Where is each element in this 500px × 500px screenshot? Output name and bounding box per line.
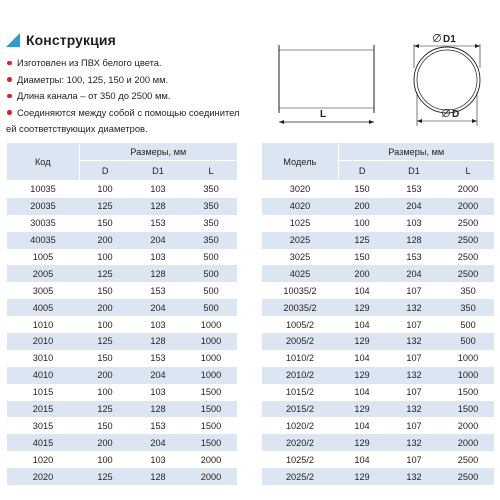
bullet-dot-icon <box>7 94 12 99</box>
l-cell: 350 <box>442 299 494 316</box>
feature-text: Диаметры: 100, 125, 150 и 200 мм. <box>17 73 169 85</box>
l-cell: 2500 <box>442 451 494 468</box>
d-cell: 200 <box>79 232 131 249</box>
key-cell: 30035 <box>7 215 79 232</box>
d-cell: 200 <box>338 265 386 282</box>
diameter-outer-icon <box>433 34 440 42</box>
table-row <box>7 316 237 333</box>
key-cell: 1015/2 <box>262 384 338 401</box>
d1-cell: 204 <box>131 434 185 451</box>
d1-cell: 204 <box>386 198 442 215</box>
table-row <box>7 282 237 299</box>
d1-label: D1 <box>443 34 456 45</box>
key-cell: 2015/2 <box>262 401 338 418</box>
d-cell: 104 <box>338 417 386 434</box>
key-cell: 2005 <box>7 265 79 282</box>
key-cell: 3020 <box>262 181 338 198</box>
d-cell: 104 <box>338 350 386 367</box>
sub-header: D <box>338 161 386 181</box>
key-cell: 3005 <box>7 282 79 299</box>
key-cell: 40035 <box>7 232 79 249</box>
d1-cell: 103 <box>131 249 185 266</box>
section-heading <box>6 30 116 50</box>
d-cell: 200 <box>79 299 131 316</box>
d-cell: 125 <box>338 232 386 249</box>
bullet-dot-icon <box>7 110 12 115</box>
d-cell: 100 <box>79 181 131 198</box>
group-header: Размеры, мм <box>338 143 494 161</box>
d-cell: 150 <box>338 181 386 198</box>
d1-cell: 107 <box>386 350 442 367</box>
d1-cell: 153 <box>386 181 442 198</box>
key-cell: 4015 <box>7 434 79 451</box>
d-cell: 129 <box>338 299 386 316</box>
l-cell: 2000 <box>442 434 494 451</box>
table-row <box>262 198 494 215</box>
d1-cell: 103 <box>131 316 185 333</box>
d1-cell: 204 <box>131 232 185 249</box>
table-row <box>7 232 237 249</box>
d1-cell: 204 <box>131 299 185 316</box>
l-cell: 1000 <box>442 350 494 367</box>
table-row <box>7 384 237 401</box>
key-cell: 2005/2 <box>262 333 338 350</box>
d-cell: 129 <box>338 468 386 485</box>
table-row <box>7 367 237 384</box>
d-cell: 104 <box>338 384 386 401</box>
l-cell: 1500 <box>442 384 494 401</box>
key-cell: 20035 <box>7 198 79 215</box>
table-row <box>262 215 494 232</box>
d-cell: 200 <box>79 367 131 384</box>
d1-cell: 128 <box>131 401 185 418</box>
l-cell: 2500 <box>442 265 494 282</box>
d1-cell: 132 <box>386 333 442 350</box>
l-cell: 2000 <box>185 451 237 468</box>
d1-cell: 107 <box>386 417 442 434</box>
key-cell: 1020/2 <box>262 417 338 434</box>
l-cell: 2500 <box>442 249 494 266</box>
table-row <box>7 434 237 451</box>
bullet-dot-icon <box>7 77 12 82</box>
feature-item <box>6 88 306 105</box>
l-cell: 2000 <box>442 198 494 215</box>
l-cell: 1000 <box>442 367 494 384</box>
d-label: D <box>452 109 460 120</box>
l-cell: 500 <box>185 249 237 266</box>
l-cell: 2500 <box>442 215 494 232</box>
table-row <box>7 215 237 232</box>
feature-item <box>6 105 306 122</box>
sub-header: L <box>442 161 494 181</box>
key-cell: 1010/2 <box>262 350 338 367</box>
key-cell: 2010 <box>7 333 79 350</box>
d1-cell: 153 <box>131 350 185 367</box>
length-label: L <box>319 109 327 120</box>
l-cell: 350 <box>185 215 237 232</box>
table-row <box>262 451 494 468</box>
d-cell: 104 <box>338 316 386 333</box>
left-table-body <box>7 181 237 486</box>
l-cell: 1500 <box>185 384 237 401</box>
key-cell: 4025 <box>262 265 338 282</box>
d1-cell: 132 <box>386 299 442 316</box>
d-cell: 104 <box>338 451 386 468</box>
feature-text: Длина канала – от 350 до 2500 мм. <box>17 90 171 102</box>
triangle-mark-icon <box>6 33 20 47</box>
d-cell: 129 <box>338 434 386 451</box>
key-cell: 2015 <box>7 401 79 418</box>
table-row <box>262 333 494 350</box>
l-cell: 2000 <box>442 417 494 434</box>
d-cell: 200 <box>338 198 386 215</box>
table-row <box>7 350 237 367</box>
table-row <box>262 401 494 418</box>
l-cell: 350 <box>442 282 494 299</box>
l-cell: 1500 <box>185 417 237 434</box>
duct-drawing <box>270 28 496 128</box>
d1-cell: 128 <box>386 232 442 249</box>
d-cell: 100 <box>79 316 131 333</box>
key-cell: 3025 <box>262 249 338 266</box>
d-cell: 150 <box>338 249 386 266</box>
sub-header: D1 <box>386 161 442 181</box>
d-cell: 104 <box>338 282 386 299</box>
key-cell: 2010/2 <box>262 367 338 384</box>
group-header: Размеры, мм <box>79 143 237 161</box>
table-row <box>7 299 237 316</box>
table-row <box>7 181 237 198</box>
d-cell: 100 <box>79 451 131 468</box>
d1-cell: 103 <box>131 181 185 198</box>
d1-cell: 128 <box>131 468 185 485</box>
table-row <box>262 434 494 451</box>
table-row <box>7 333 237 350</box>
key-cell: 2025/2 <box>262 468 338 485</box>
l-cell: 500 <box>185 265 237 282</box>
feature-text: Изготовлен из ПВХ белого цвета. <box>17 57 162 68</box>
sub-header: L <box>185 161 237 181</box>
d-cell: 129 <box>338 333 386 350</box>
right-dimensions-table <box>262 143 494 485</box>
key-cell: 4010 <box>7 367 79 384</box>
key-cell: 3015 <box>7 417 79 434</box>
l-cell: 350 <box>185 232 237 249</box>
table-row <box>262 265 494 282</box>
key-cell: 1010 <box>7 316 79 333</box>
l-cell: 350 <box>185 181 237 198</box>
key-cell: 2025 <box>262 232 338 249</box>
table-row <box>7 401 237 418</box>
d1-cell: 132 <box>386 468 442 485</box>
d1-cell: 103 <box>131 451 185 468</box>
l-cell: 350 <box>185 198 237 215</box>
d-cell: 129 <box>338 367 386 384</box>
d1-cell: 132 <box>386 434 442 451</box>
d1-cell: 103 <box>386 215 442 232</box>
d1-cell: 153 <box>131 417 185 434</box>
d-cell: 125 <box>79 265 131 282</box>
d1-cell: 107 <box>386 451 442 468</box>
l-cell: 1000 <box>185 333 237 350</box>
d1-cell: 128 <box>131 333 185 350</box>
table-row <box>262 181 494 198</box>
key-cell: 1005/2 <box>262 316 338 333</box>
section-title: Конструкция <box>26 32 116 48</box>
feature-list <box>6 55 306 138</box>
l-cell: 1000 <box>185 367 237 384</box>
d1-cell: 153 <box>131 282 185 299</box>
key-cell: 2020/2 <box>262 434 338 451</box>
key-cell: 2020 <box>7 468 79 485</box>
l-cell: 1500 <box>442 401 494 418</box>
table-row <box>262 282 494 299</box>
d1-cell: 107 <box>386 316 442 333</box>
table-row <box>7 451 237 468</box>
key-cell: 20035/2 <box>262 299 338 316</box>
l-cell: 1000 <box>185 350 237 367</box>
l-cell: 500 <box>442 316 494 333</box>
key-cell: 4005 <box>7 299 79 316</box>
l-cell: 1000 <box>185 316 237 333</box>
table-row <box>262 367 494 384</box>
key-header: Модель <box>262 143 338 181</box>
d1-cell: 204 <box>131 367 185 384</box>
d-cell: 150 <box>79 282 131 299</box>
table-row <box>262 249 494 266</box>
table-row <box>262 384 494 401</box>
key-cell: 10035 <box>7 181 79 198</box>
table-row <box>7 249 237 266</box>
key-header: Код <box>7 143 79 181</box>
feature-item <box>6 55 306 72</box>
l-cell: 1500 <box>185 401 237 418</box>
l-cell: 2000 <box>442 181 494 198</box>
sub-header: D <box>79 161 131 181</box>
d1-cell: 128 <box>131 265 185 282</box>
table-row <box>7 265 237 282</box>
duct-end-view <box>414 44 480 126</box>
key-cell: 1005 <box>7 249 79 266</box>
table-row <box>262 468 494 485</box>
table-row <box>262 417 494 434</box>
key-cell: 10035/2 <box>262 282 338 299</box>
d1-cell: 107 <box>386 282 442 299</box>
d-cell: 150 <box>79 350 131 367</box>
d1-cell: 103 <box>131 384 185 401</box>
key-cell: 1025 <box>262 215 338 232</box>
d1-cell: 204 <box>386 265 442 282</box>
table-row <box>262 350 494 367</box>
sub-header: D1 <box>131 161 185 181</box>
key-cell: 1020 <box>7 451 79 468</box>
d1-cell: 132 <box>386 401 442 418</box>
feature-text: Соединяются между собой с помощью соединител <box>17 106 240 118</box>
d1-cell: 153 <box>386 249 442 266</box>
d-cell: 150 <box>79 417 131 434</box>
d-cell: 100 <box>79 249 131 266</box>
l-cell: 500 <box>185 299 237 316</box>
l-cell: 500 <box>442 333 494 350</box>
right-table-body <box>262 181 494 486</box>
d-cell: 100 <box>79 384 131 401</box>
d-cell: 125 <box>79 198 131 215</box>
d-cell: 129 <box>338 401 386 418</box>
l-cell: 2500 <box>442 232 494 249</box>
d1-cell: 153 <box>131 215 185 232</box>
table-row <box>7 468 237 485</box>
d-cell: 200 <box>79 434 131 451</box>
key-cell: 3010 <box>7 350 79 367</box>
d-cell: 125 <box>79 468 131 485</box>
table-row <box>7 417 237 434</box>
l-cell: 1500 <box>185 434 237 451</box>
bullet-dot-icon <box>7 61 12 66</box>
d-cell: 125 <box>79 333 131 350</box>
feature-text-continued: ей соответствующих диаметров. <box>6 123 148 135</box>
d-cell: 100 <box>338 215 386 232</box>
feature-item <box>6 72 306 89</box>
l-cell: 2000 <box>185 468 237 485</box>
left-dimensions-table <box>7 143 237 485</box>
key-cell: 1015 <box>7 384 79 401</box>
table-row <box>262 232 494 249</box>
d1-cell: 107 <box>386 384 442 401</box>
key-cell: 4020 <box>262 198 338 215</box>
table-row <box>262 299 494 316</box>
d-cell: 150 <box>79 215 131 232</box>
d1-cell: 132 <box>386 367 442 384</box>
d-cell: 125 <box>79 401 131 418</box>
table-row <box>7 198 237 215</box>
l-cell: 2500 <box>442 468 494 485</box>
table-row <box>262 316 494 333</box>
key-cell: 1025/2 <box>262 451 338 468</box>
d1-cell: 128 <box>131 198 185 215</box>
l-cell: 500 <box>185 282 237 299</box>
duct-side-view <box>279 45 374 124</box>
